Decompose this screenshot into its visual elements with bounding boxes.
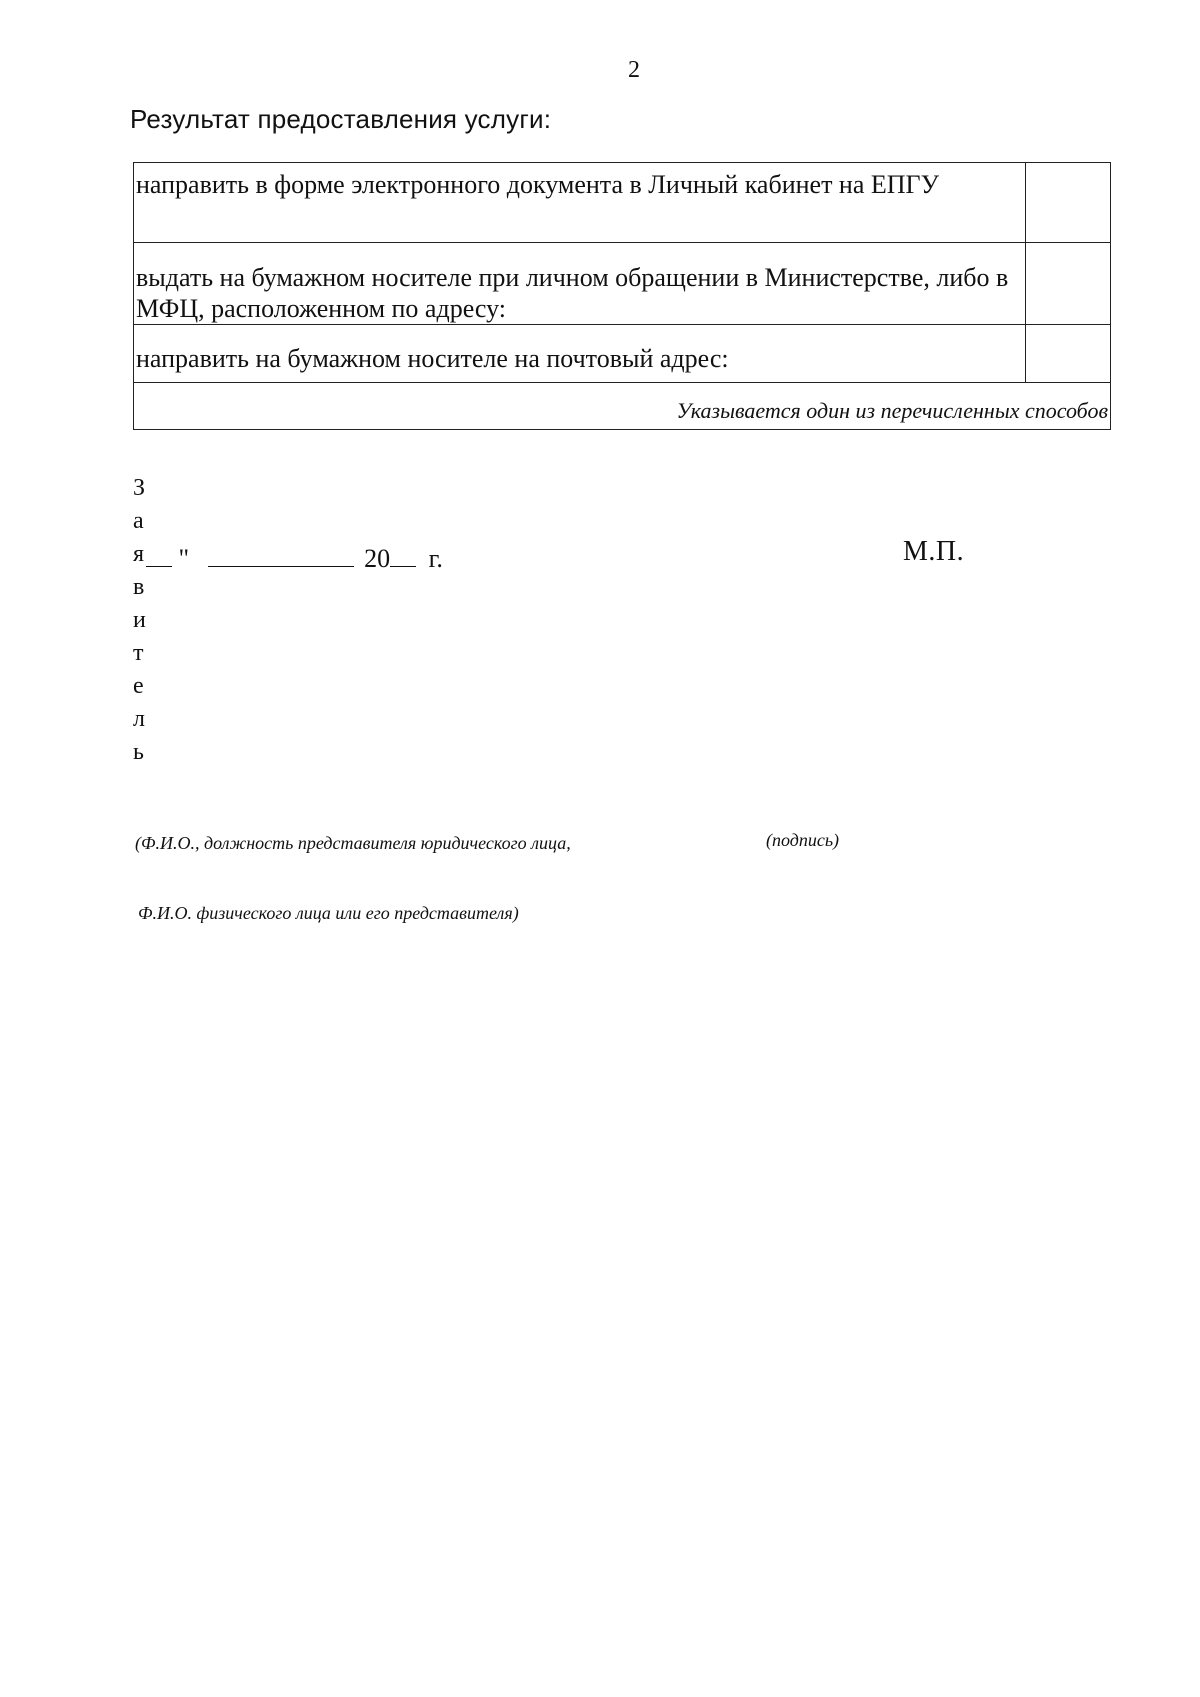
applicant-label-letter: т	[133, 640, 144, 666]
signature-caption: (подпись)	[766, 830, 840, 850]
result-options-table	[133, 162, 1111, 430]
applicant-label-letter: в	[133, 574, 145, 600]
note-cell	[134, 383, 1111, 430]
option-electronic-checkbox[interactable]	[1026, 163, 1111, 243]
date-quote-close: "	[178, 544, 190, 573]
applicant-label-letter: и	[133, 607, 146, 633]
applicant-label-letter: а	[133, 508, 144, 534]
option-postal-checkbox[interactable]	[1026, 325, 1111, 383]
stamp-label: М.П.	[903, 536, 965, 567]
section-title: Результат предоставления услуги:	[130, 104, 552, 134]
option-in-person-checkbox[interactable]	[1026, 243, 1111, 325]
month-blank[interactable]	[208, 546, 354, 567]
option-postal-label: направить на бумажном носителе на почтовый адрес:	[136, 344, 729, 373]
table-row	[134, 325, 1111, 383]
table-row	[134, 163, 1111, 243]
page-number: 2	[628, 57, 640, 83]
option-in-person-label: выдать на бумажном носителе при личном обращении в Министерстве, либо в МФЦ, расположенном по адресу:	[136, 263, 1009, 323]
applicant-label-letter: е	[133, 673, 144, 699]
applicant-label-letter: л	[133, 706, 145, 732]
applicant-label-letter: ь	[133, 739, 144, 765]
applicant-label-letter: я	[133, 541, 145, 567]
option-cell	[134, 243, 1026, 325]
option-cell	[134, 325, 1026, 383]
day-blank[interactable]	[146, 546, 172, 567]
applicant-label-letter: З	[133, 475, 146, 501]
option-cell	[134, 163, 1026, 243]
year-blank[interactable]	[390, 546, 416, 567]
individual-caption: Ф.И.О. физического лица или его представителя)	[138, 903, 519, 923]
option-electronic-label: направить в форме электронного документа в Личный кабинет на ЕПГУ	[136, 170, 939, 199]
representative-caption: (Ф.И.О., должность представителя юридического лица,	[135, 833, 571, 853]
selection-note: Указывается один из перечисленных способов	[676, 398, 1108, 423]
year-prefix: 20	[364, 544, 391, 573]
date-line	[146, 544, 443, 574]
year-suffix: г.	[428, 544, 443, 573]
table-row	[134, 383, 1111, 430]
table-row	[134, 243, 1111, 325]
